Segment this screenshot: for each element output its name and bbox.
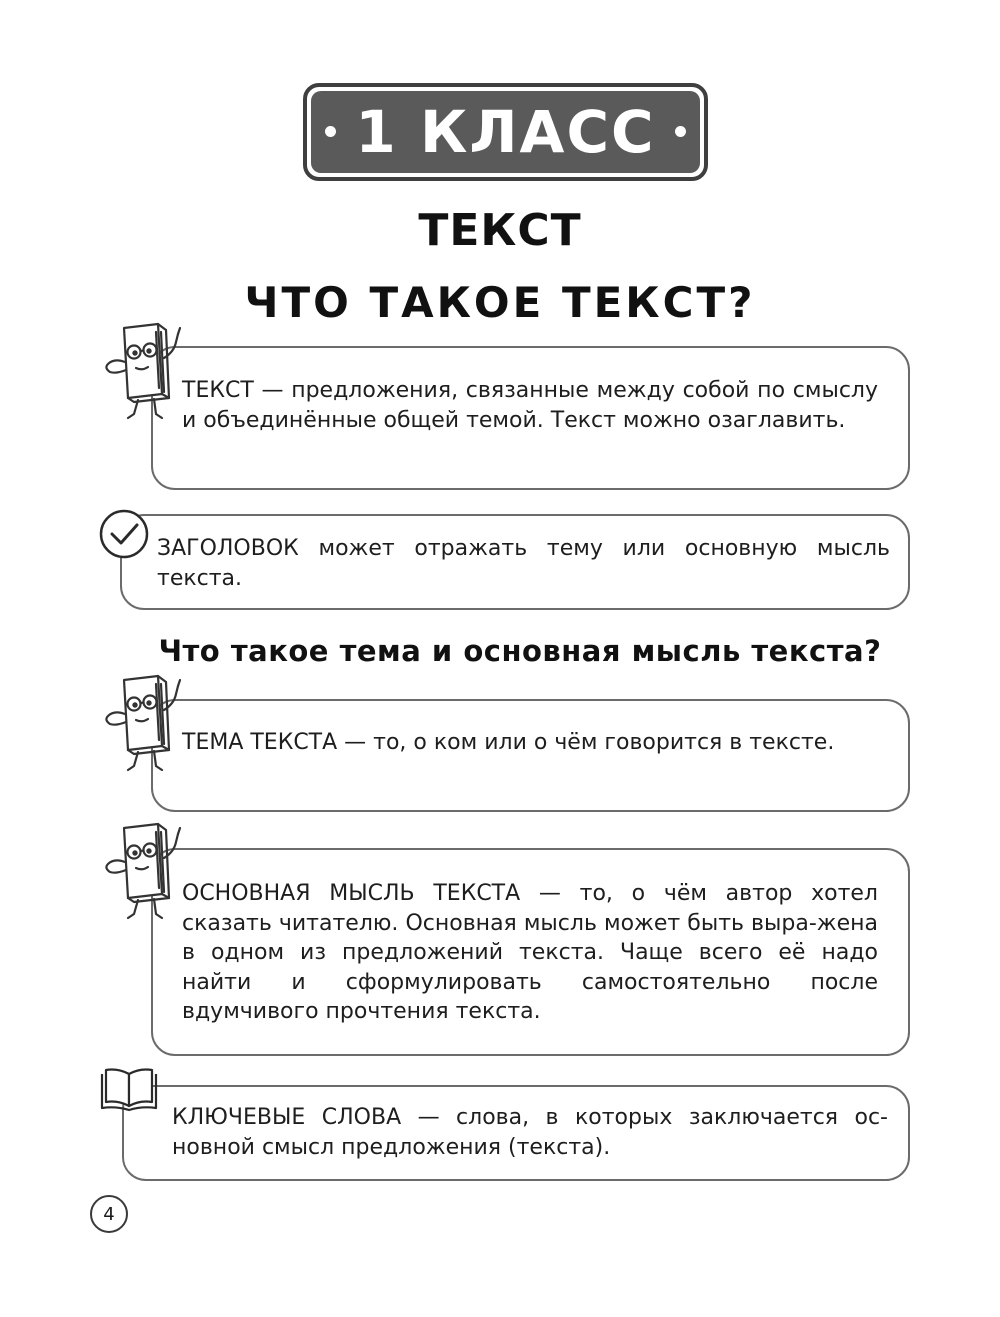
definition-text-heading: ЗАГОЛОВОК может отражать тему или основную мысль текста. <box>157 536 890 591</box>
open-book-icon <box>100 1064 158 1112</box>
definition-text-topic: ТЕМА ТЕКСТА — то, о ком или о чём говорится в тексте. <box>182 730 835 755</box>
book-mascot-icon <box>98 318 190 426</box>
definition-text-keywords: КЛЮЧЕВЫЕ СЛОВА — слова, в которых заключается ос-новной смысл предложения (текста). <box>172 1105 888 1160</box>
grade-badge <box>303 83 708 181</box>
page-number: 4 <box>90 1195 128 1233</box>
checkmark-circle-icon <box>98 508 150 560</box>
definition-text-text: ТЕКСТ — предложения, связанные между собой по смыслу и объединённые общей темой. Текст можно озаглавить. <box>182 378 878 433</box>
book-mascot-icon <box>98 670 190 778</box>
definition-text-main-idea: ОСНОВНАЯ МЫСЛЬ ТЕКСТА — то, о чём автор хотел сказать читателю. Основная мысль может быть выра-жена в одном из предложений текста. Чаще всего её надо найти и сформулировать самостоятельно после вдумчивого прочтения текста. <box>182 881 878 1024</box>
section-title: ТЕКСТ <box>418 205 582 256</box>
main-question-heading: ЧТО ТАКОЕ ТЕКСТ? <box>244 278 756 327</box>
grade-title: 1 КЛАСС <box>355 98 656 166</box>
badge-dot-left <box>325 126 336 137</box>
subquestion-heading: Что такое тема и основная мысль текста? <box>158 634 882 668</box>
grade-badge-inner <box>311 91 700 173</box>
book-mascot-icon <box>98 818 190 926</box>
badge-dot-right <box>675 126 686 137</box>
